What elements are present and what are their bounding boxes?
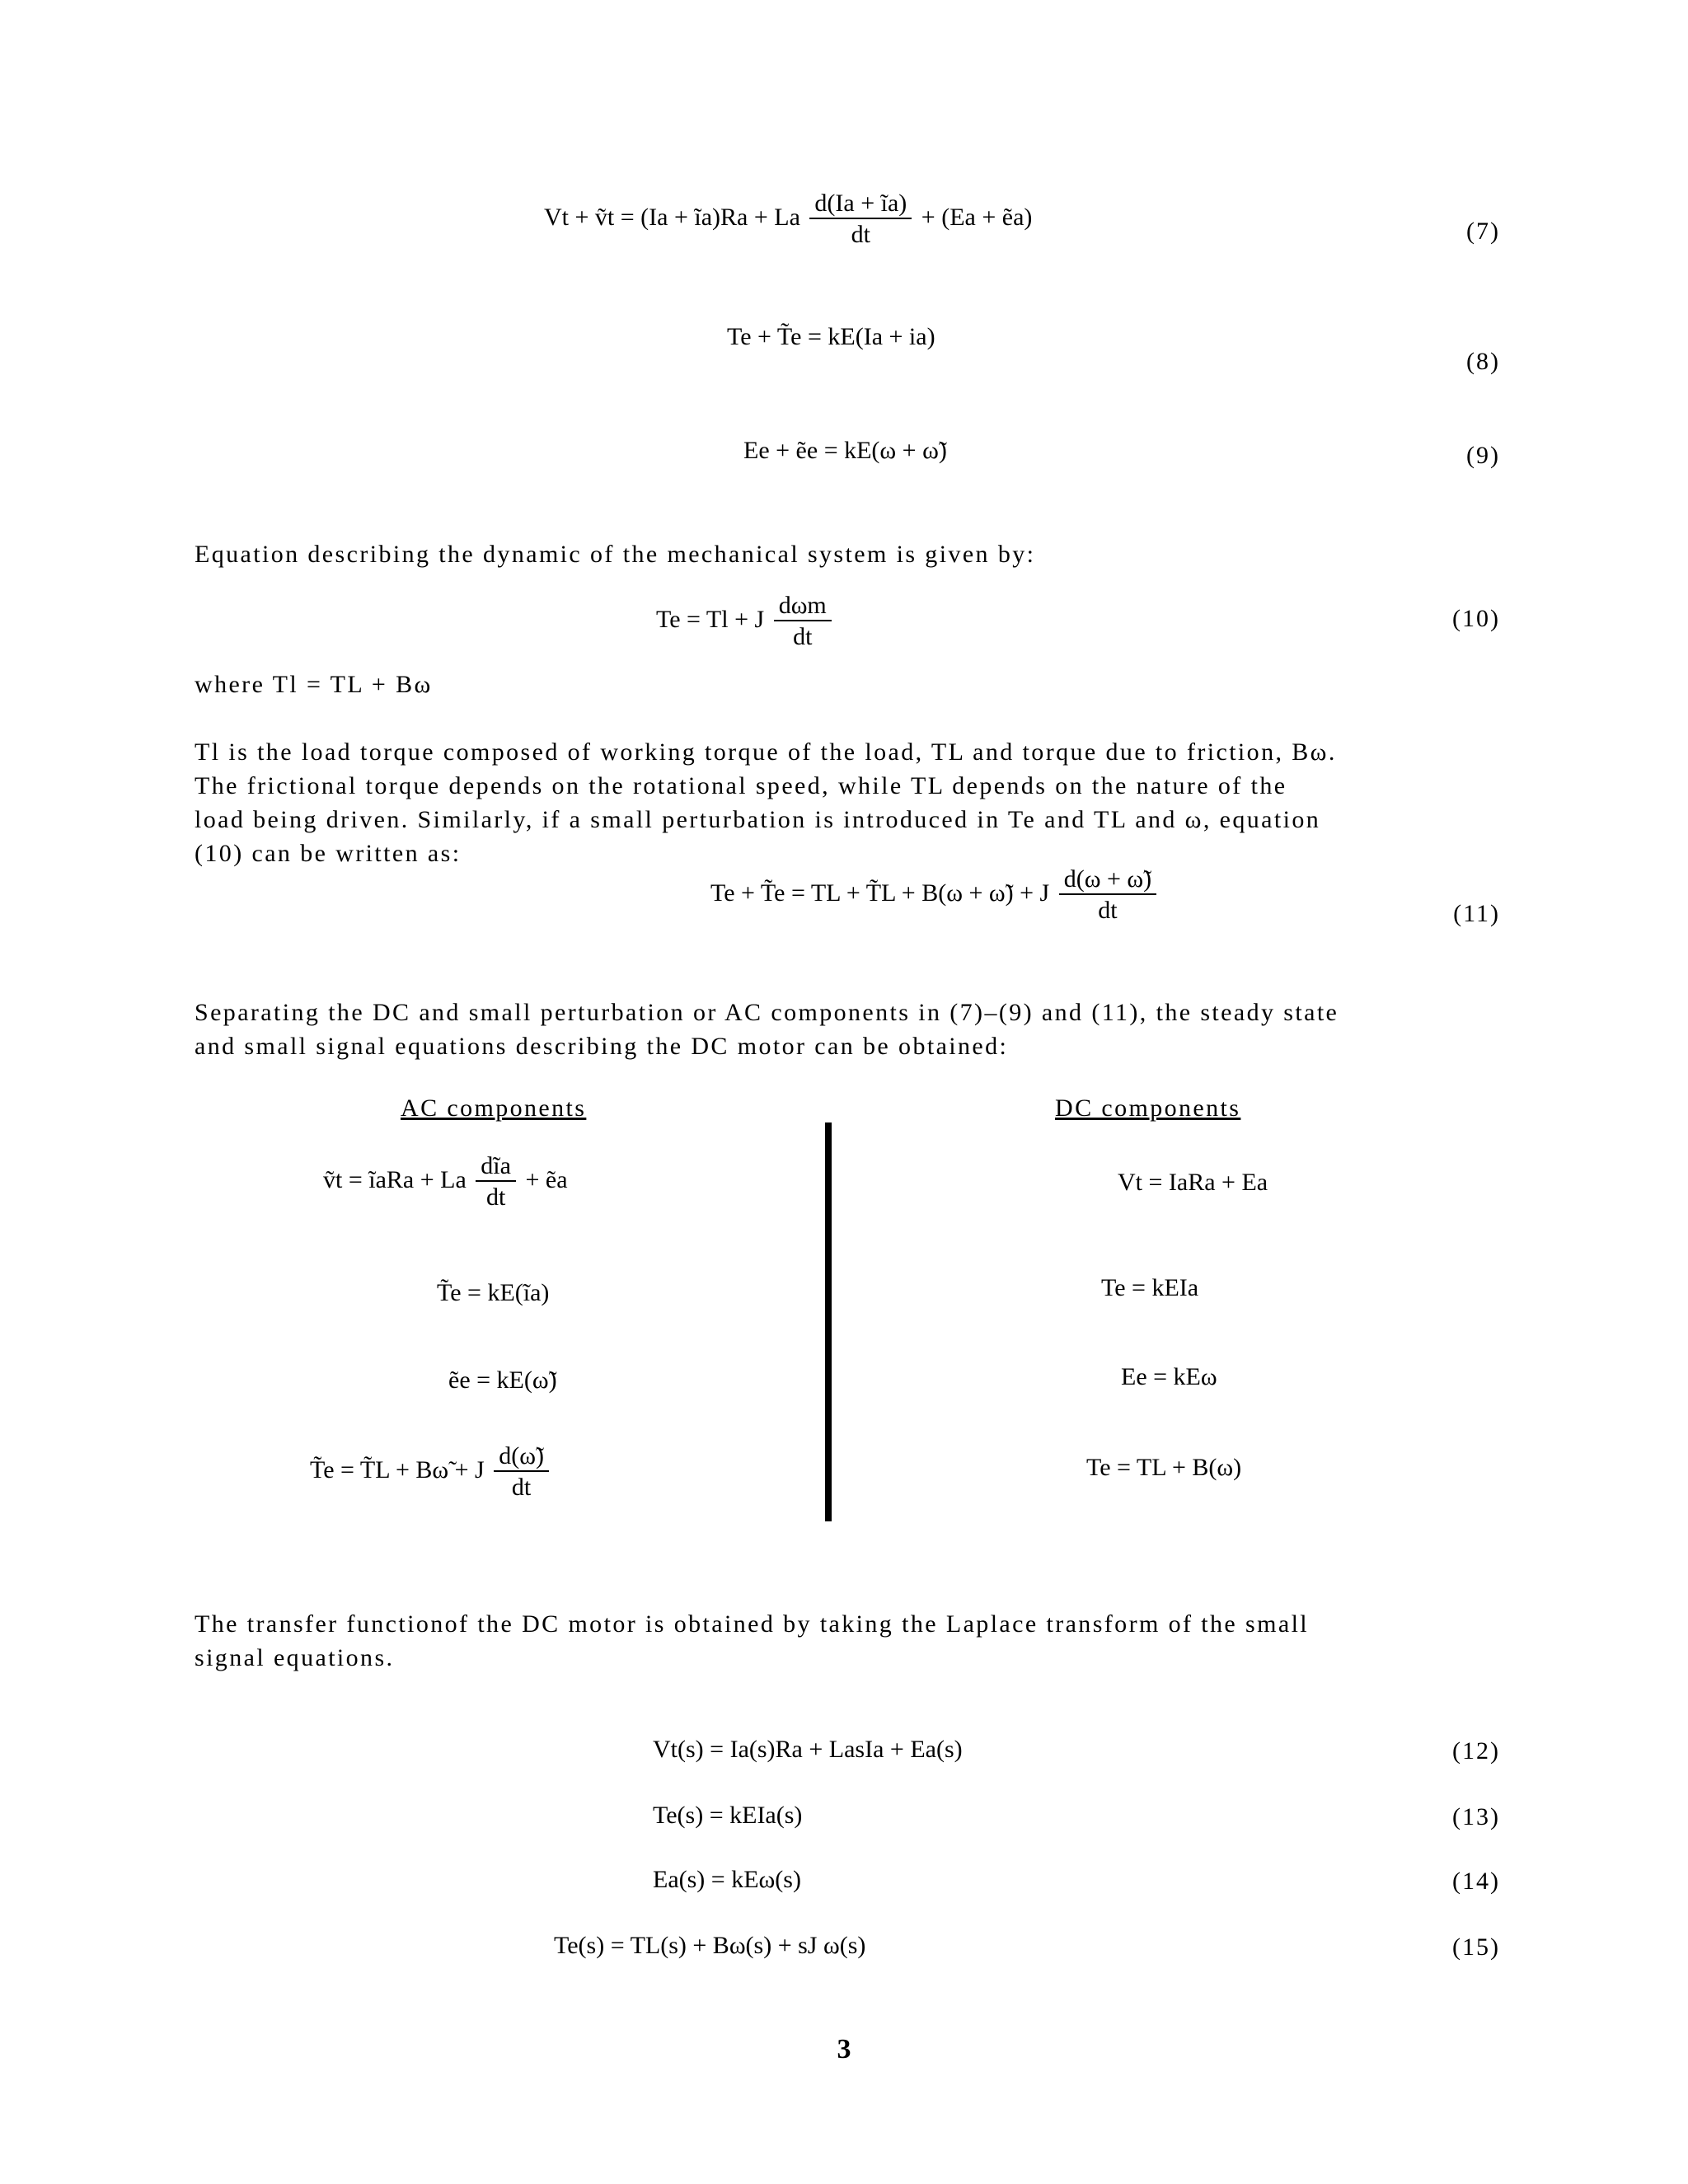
ac-equation-voltage-denominator: dt: [485, 1183, 506, 1211]
equation-10-fraction: [774, 593, 832, 649]
equation-7: [544, 191, 1032, 247]
paragraph-load-line-1: Tl is the load torque composed of working torque of the load, TL and torque due to friction, Bω.: [195, 738, 1337, 766]
paragraph-separating-line-2: and small signal equations describing the DC motor can be obtained:: [195, 1033, 1009, 1060]
equation-15: Te(s) = TL(s) + Bω(s) + sJ ω(s): [554, 1932, 866, 1959]
equation-7-numerator: d(Ia + ĩa): [809, 191, 912, 219]
ac-equation-voltage-numerator: dĩa: [476, 1154, 516, 1182]
dc-equation-emf: Ee = kEω: [1121, 1363, 1217, 1390]
ac-equation-torque: T̃e = kE(ĩa): [437, 1279, 550, 1306]
ac-equation-emf: ẽe = kE(ω̃): [448, 1366, 557, 1394]
ac-equation-voltage: [323, 1154, 568, 1210]
dc-equation-mechanical: Te = TL + B(ω): [1086, 1454, 1242, 1481]
equation-11-lhs: Te + T̃e = TL + T̃L + B(ω + ω̃) + J: [710, 879, 1050, 907]
page-number: 3: [837, 2034, 851, 2064]
equation-10-lhs: Te = Tl + J: [656, 605, 765, 633]
equation-8-number: (8): [1466, 348, 1500, 375]
equation-14: Ea(s) = kEω(s): [653, 1866, 801, 1893]
equation-13-number: (13): [1452, 1803, 1500, 1830]
equation-9: Ee + ẽe = kE(ω + ω̃): [743, 437, 947, 464]
ac-equation-mechanical-denominator: dt: [511, 1474, 532, 1501]
paragraph-transfer-line-2: signal equations.: [195, 1644, 395, 1671]
equation-7-fraction: [809, 191, 912, 247]
column-divider: [825, 1122, 832, 1521]
equation-7-rhs: + (Ea + ẽa): [921, 203, 1033, 231]
equation-15-number: (15): [1452, 1933, 1500, 1961]
equation-11-number: (11): [1453, 900, 1500, 927]
ac-equation-mechanical-fraction: [494, 1444, 549, 1500]
dc-equation-torque: Te = kEIa: [1101, 1274, 1199, 1301]
equation-7-lhs: Vt + ṽt = (Ia + ĩa)Ra + La: [544, 203, 800, 231]
paragraph-mechanical-intro: Equation describing the dynamic of the mechanical system is given by:: [195, 541, 1036, 568]
ac-equation-mechanical: [310, 1444, 552, 1500]
where-line: where Tl = TL + Bω: [195, 671, 433, 698]
ac-equation-voltage-lhs: ṽt = ĩaRa + La: [323, 1165, 467, 1193]
paragraph-transfer-line-1: The transfer functionof the DC motor is obtained by taking the Laplace transform of the small: [195, 1610, 1310, 1638]
equation-12: Vt(s) = Ia(s)Ra + LasIa + Ea(s): [653, 1736, 963, 1763]
equation-10-numerator: dωm: [774, 593, 832, 621]
equation-11: [710, 867, 1160, 923]
equation-14-number: (14): [1452, 1868, 1500, 1895]
paragraph-load-line-3: load being driven. Similarly, if a small perturbation is introduced in Te and TL and ω, equation: [195, 806, 1321, 833]
equation-8: Te + T̃e = kE(Ia + ia): [727, 323, 935, 350]
equation-11-fraction: [1059, 867, 1156, 923]
equation-9-number: (9): [1466, 442, 1500, 469]
equation-11-denominator: dt: [1098, 897, 1118, 924]
paragraph-separating-line-1: Separating the DC and small perturbation or AC components in (7)–(9) and (11), the steady state: [195, 999, 1339, 1026]
ac-equation-voltage-fraction: [476, 1154, 516, 1210]
ac-equation-mechanical-numerator: d(ω̃): [494, 1444, 549, 1472]
equation-12-number: (12): [1452, 1737, 1500, 1765]
ac-components-heading: AC components: [401, 1094, 587, 1122]
ac-equation-mechanical-lhs: T̃e = T̃L + Bω̃ + J: [310, 1455, 485, 1483]
equation-10-number: (10): [1452, 605, 1500, 632]
equation-11-numerator: d(ω + ω̃): [1059, 867, 1156, 895]
equation-13: Te(s) = kEIa(s): [653, 1802, 803, 1829]
paragraph-load-line-4: (10) can be written as:: [195, 840, 462, 867]
dc-equation-voltage: Vt = IaRa + Ea: [1118, 1169, 1268, 1196]
ac-equation-voltage-rhs: + ẽa: [525, 1165, 568, 1193]
equation-7-number: (7): [1466, 218, 1500, 245]
paragraph-load-line-2: The frictional torque depends on the rotational speed, while TL depends on the nature of the: [195, 772, 1287, 799]
equation-10: [656, 593, 835, 649]
equation-7-denominator: dt: [851, 221, 871, 248]
equation-10-denominator: dt: [793, 623, 813, 650]
dc-components-heading: DC components: [1055, 1094, 1241, 1122]
